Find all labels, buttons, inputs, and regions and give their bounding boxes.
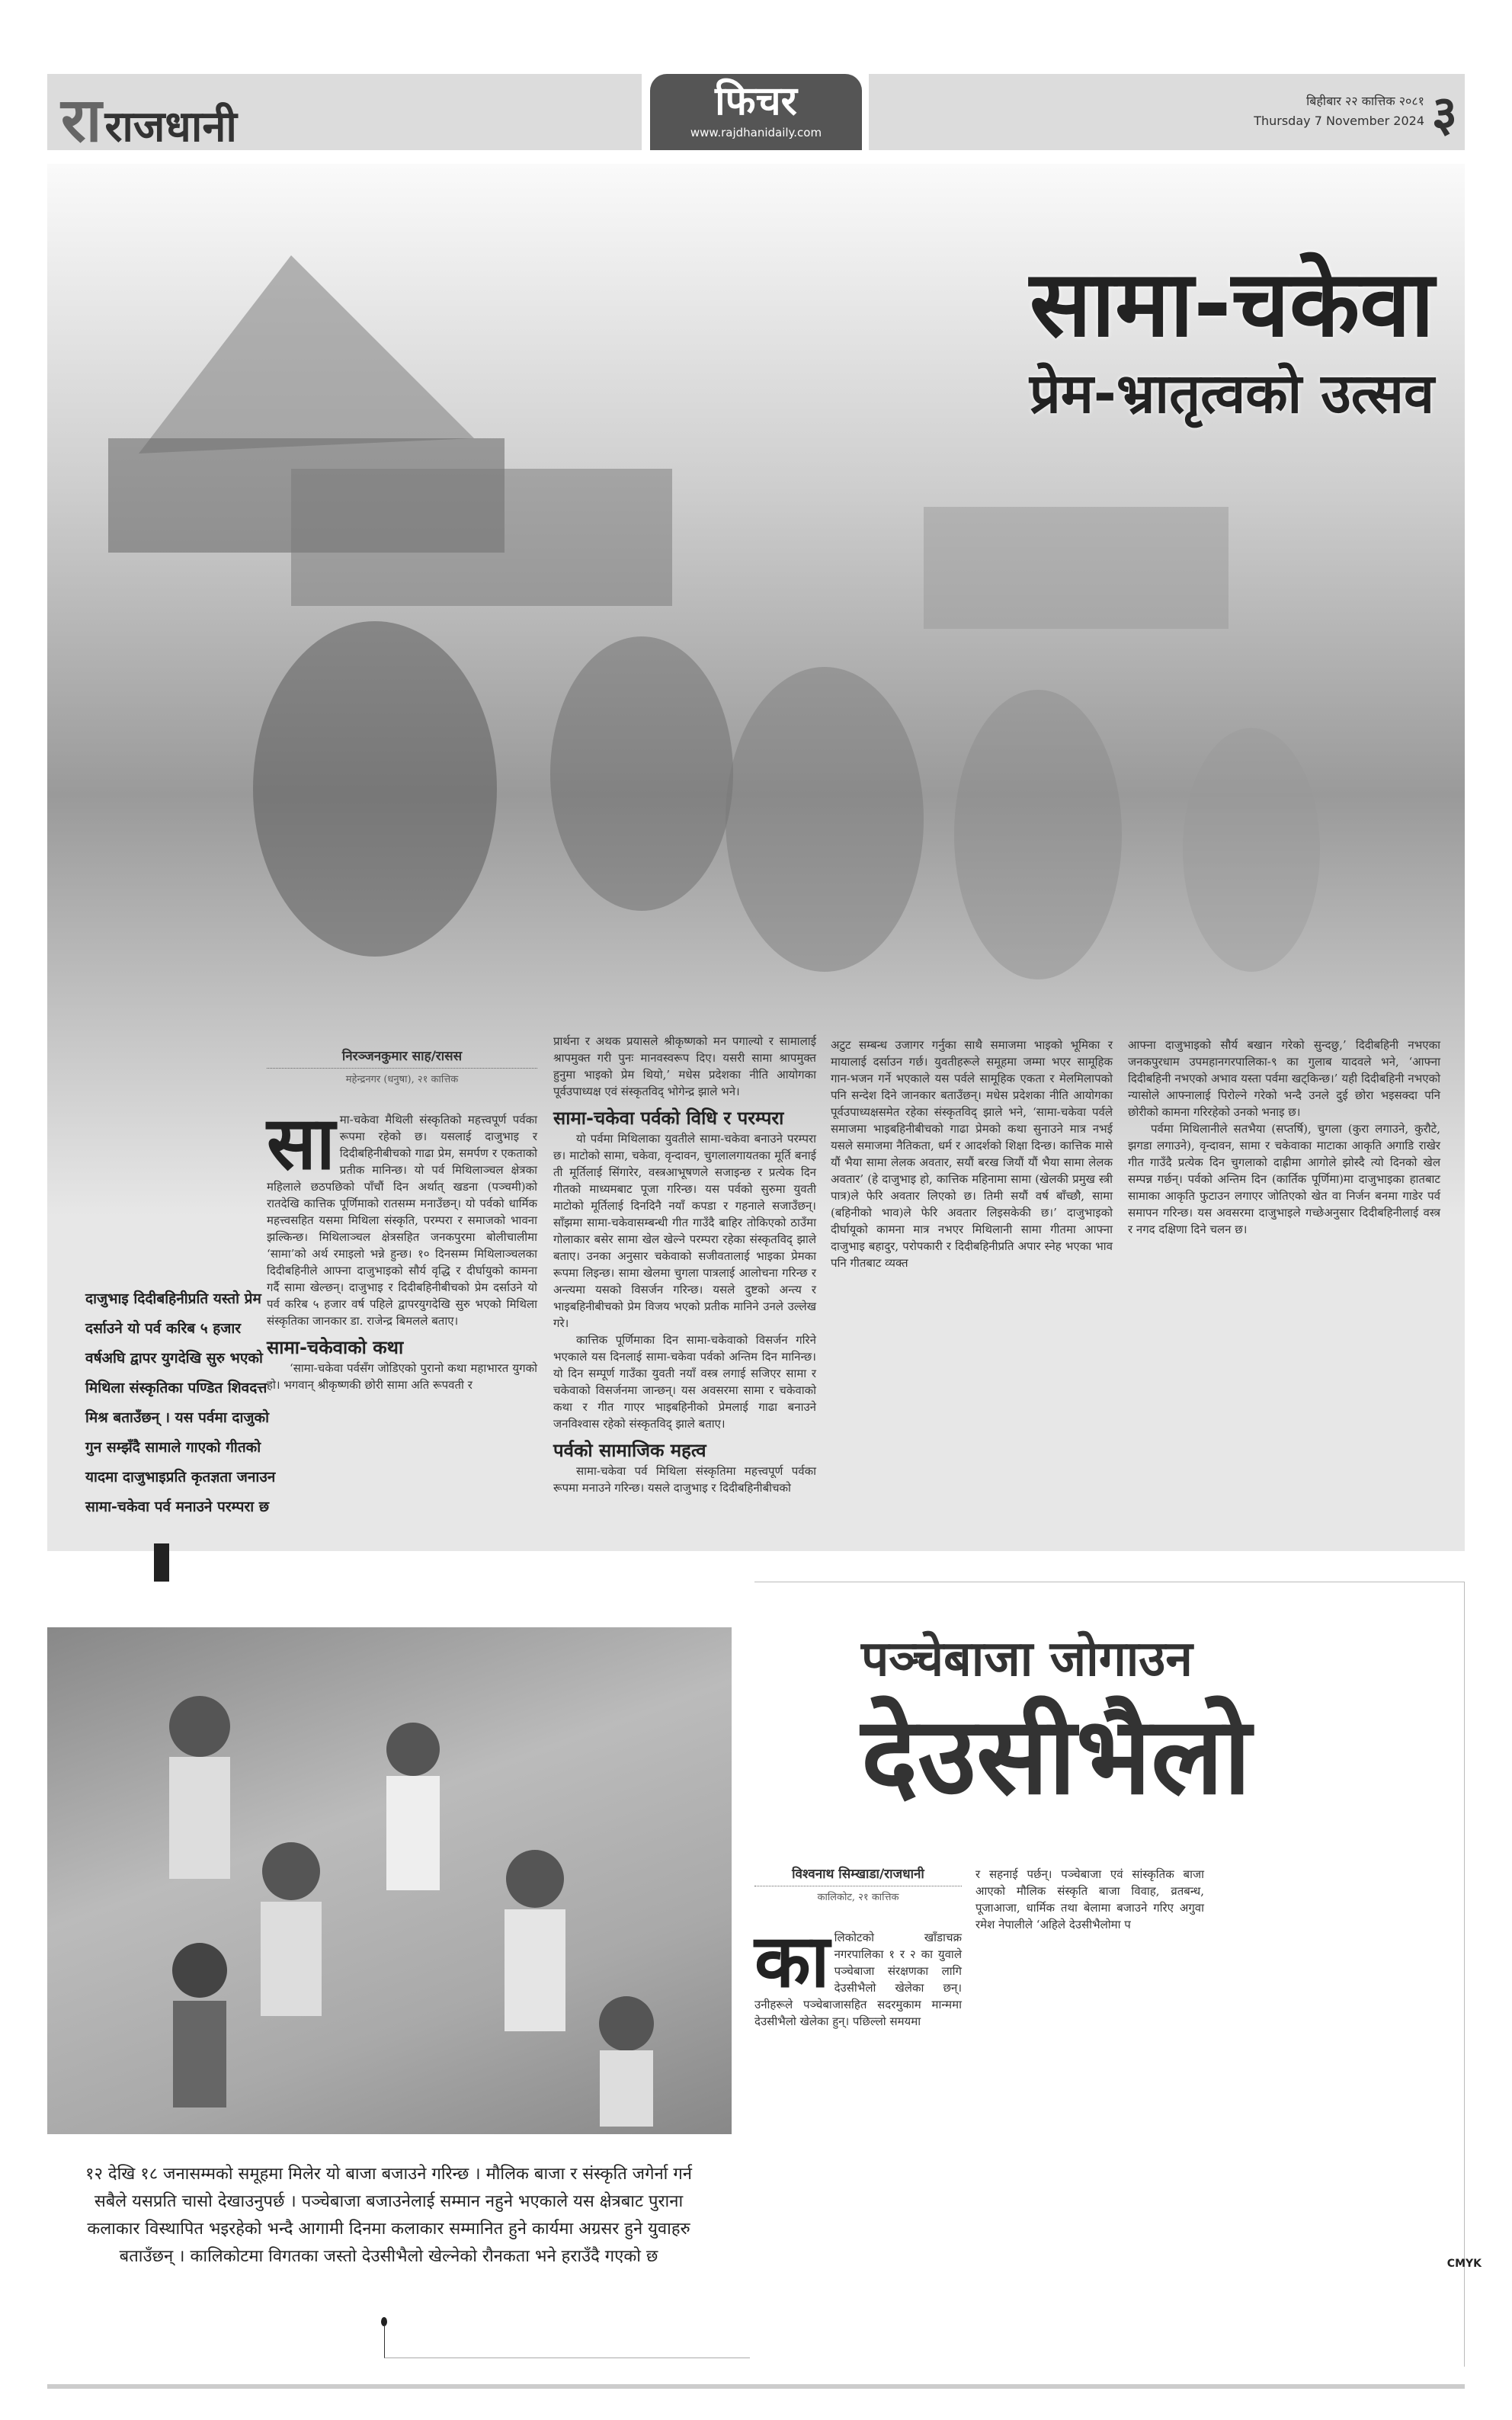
section-label: फिचर bbox=[715, 79, 797, 124]
drop-cap: का bbox=[754, 1918, 830, 2004]
byline: विश्वनाथ सिम्खाडा/राजधानी bbox=[754, 1866, 962, 1886]
column-1: निरञ्जनकुमार साह/रासस महेन्द्रनगर (धनुषा), २१ कात्तिक सामा-चकेवा मैथिली संस्कृतिको महत्त्वपूर्ण पर्वका रूपमा रहेको छ। यसलाई दाजुभाइ र दिदीबहिनीबीचको गाढा प्रेम, समर्पण र एकताको प्रतीक मानिन्छ। यो पर्व मिथिलाञ्चल क्षेत्रका महिलाले छठपछिको पाँचौं दिन अर्थात् खडना (पञ्चमी)को रातदेखि कात्तिक पूर्णिमाको रातसम्म मनाउँछन्। यो पर्वको धार्मिक महत्त्वसहित यसमा मिथिला संस्कृति, परम्परा र समाजको भावना झल्किन्छ। मिथिलाञ्चल क्षेत्रसहित जनकपुरमा बोलीचालीमा ‘सामा’को अर्थ रमाइलो भन्ने हुन्छ। १० दिनसम्म मिथिलाञ्चलका दिदीबहिनीले आफ्ना दाजुभाइको सौर्य वृद्धि र दीर्घायुको कामना गर्दै सामा खेल्छन्। दाजुभाइ र दिदीबहिनीबीचको प्रेम दर्साउने यो पर्व करिब ५ हजार वर्ष पहिले द्वापरयुगदेखि सुरु भएको मिथिला संस्कृतिका जानकार डा. राजेन्द्र बिमलले बताए। सामा-चकेवाको कथा ‘सामा-चकेवा पर्वसँग जोडिएको पुरानो कथा महाभारत युगको हो। भगवान् श्रीकृष्णकी छोरी सामा अति रूपवती र bbox=[267, 1049, 537, 1392]
panchebaja-photo bbox=[47, 1627, 732, 2134]
drop-cap: सा bbox=[267, 1101, 335, 1186]
headline: सामा-चकेवा bbox=[1029, 252, 1434, 357]
pull-quote: दाजुभाइ दिदीबहिनीप्रति यस्तो प्रेम दर्साउने यो पर्व करिब ५ हजार वर्षअघि द्वापर युगदेखि सुरु भएको मिथिला संस्कृतिका पण्डित शिवदत्त मिश्र बताउँछन् । यस पर्वमा दाजुको गुन सम्झँदै सामाले गाएको गीतको यादमा दाजुभाइप्रति कृतज्ञता जनाउन सामा-चकेवा पर्व मनाउने परम्परा छ bbox=[85, 1290, 276, 1515]
caption-line bbox=[384, 2325, 750, 2358]
issue-date: बिहीबार २२ कात्तिक २०८१ Thursday 7 November 2024 bbox=[1254, 94, 1424, 128]
article2-column-2: र सहनाई पर्छन्। पञ्चेबाजा एवं सांस्कृतिक बाजा आएको मौलिक संस्कृति बाजा विवाह, व्रतबन्ध, पूजाआजा, धार्मिक तथा बेलामा बजाउने गरिए अगुवा रमेश नेपालीले ‘अहिले देउसीभैलोमा प bbox=[975, 1867, 1204, 1931]
photo-caption: १२ देखि १८ जनासम्मको समूहमा मिलेर यो बाजा बजाउने गरिन्छ । मौलिक बाजा र संस्कृति जगेर्ना गर्न सबैले यसप्रति चासो देखाउनुपर्छ । पञ्चेबाजा बजाउनेलाई सम्मान नहुने भएकाले यस क्षेत्रबाट पुराना कलाकार विस्थापित भइरहेको भन्दै आगामी दिनमा कलाकार सम्मानित हुने कार्यमा अग्रसर हुने युवाहरु बताउँछन् । कालिकोटमा विगतका जस्तो देउसीभैलो खेल्नेको रौनकता भने हराउँदै गएको छ bbox=[85, 2165, 692, 2266]
headline-top: पञ्चेबाजा जोगाउन bbox=[861, 1631, 1193, 1688]
photo-illustration bbox=[47, 1627, 732, 2134]
column-3: अटुट सम्बन्ध उजागर गर्नुका साथै समाजमा भाइको भूमिका र मायालाई दर्साउन गर्छ। युवतीहरूले समूहमा जम्मा भएर सामूहिक गान-भजन गर्ने भएकाले यस पर्वले सामूहिक एकता र मेलमिलापको पनि सन्देश दिने जानकार बताउँछन्। मधेस प्रदेशका नीति आयोगका पूर्वउपाध्यक्षसमेत रहेका संस्कृतविद् झाले भने, ‘सामा-चकेवा पर्वले समाजमा भाइबहिनीबीचको गाढा प्रेमको कथा सुनाउने मात्र नभई यसले समाजमा नैतिकता, धर्म र आदर्शको शिक्षा दिन्छ। कात्तिक मासे यौं भैया सामा लेलक अवतार, सयौं बरख जियौं यौं भैया सामा लेलक अवतार’ (हे दाजुभाइ हो, कात्तिक महिनामा सामा (खेलकी प्रमुख स्त्री पात्र)ले फेरि अवतार लिएको छ। तिमी सयौं वर्ष बाँच्छौ, सामा (बहिनीको भाव)ले फेरि अवतार लिइसकेकी छ।’ दाजुभाइको दीर्घायूको कामना मात्र नभएर मिथिलानी सामा गीतमा आफ्ना दाजुभाइ बहादुर, परोपकारी र दिदीबहिनीप्रति अपार स्नेह भएका भाव पनि गीतबाट व्यक्त bbox=[831, 1038, 1113, 1270]
article2-column-1: विश्वनाथ सिम्खाडा/राजधानी कालिकोट, २१ कात्तिक कालिकोटको खाँडाचक्र नगरपालिका १ र २ का युवाले पञ्चेबाजा संरक्षणका लागि देउसीभैलो खेलेका छन्। उनीहरूले पञ्चेबाजासहित सदरमुकाम मान्ममा देउसीभैलो खेलेका हुन्। पछिल्लो समयमा bbox=[754, 1867, 962, 2028]
feature-article-sama-chakeva bbox=[47, 164, 1465, 1551]
column-2: प्रार्थना र अथक प्रयासले श्रीकृष्णको मन पगाल्यो र सामालाई श्रापमुक्त गरी पुनः मानवस्वरूप दिए। यसरी सामा श्रापमुक्त हुनुमा भाइको प्रेम थियो,’ मधेस प्रदेशका नीति आयोगका पूर्वउपाध्यक्ष एवं संस्कृतविद् भोगेन्द्र झाले भने। सामा-चकेवा पर्वको विधि र परम्परा यो पर्वमा मिथिलाका युवतीले सामा-चकेवा बनाउने परम्परा छ। माटोको सामा, चकेवा, वृन्दावन, चुगलालगायतका मूर्ति बनाई ती मूर्तिलाई सिंगारेर, वस्त्रआभूषणले सजाइन्छ र प्रत्येक दिन गीतको माध्यमबाट पूजा गरिन्छ। यस पर्वको सुरुमा युवती माटोको मूर्तिलाई दिनदिनै नयाँ कपडा र गहनाले सजाउँछन्। साँझमा सामा-चकेवासम्बन्धी गीत गाउँदै बाहिर तोकिएको ठाउँमा गोलाकार बसेर सामा खेल खेल्ने परम्परा रहेका संस्कृतविद् झाले बताए। उनका अनुसार चकेवाको सजीवतालाई भाइका प्रेमका रूपमा लिइन्छ। सामा खेलमा चुगला पात्रलाई आलोचना गरिन्छ र अन्त्यमा यसको विसर्जन गरिन्छ। यसले दुष्टको अन्त्य र भाइबहिनीबीचको प्रेम विजय भएको प्रतीक मानिने उनले उल्लेख गरे। कात्तिक पूर्णिमाका दिन सामा-चकेवाको विसर्जन गरिने भएकाले यस दिनलाई सामा-चकेवा पर्वको अन्तिम दिन मानिन्छ। यो दिन सम्पूर्ण गाउँका युवती नयाँ वस्त्र लगाई सजिएर सामा र चकेवाको विसर्जनमा जान्छन्। यस अवसरमा सामा र चकेवाको कथा र गीत गाएर भाइबहिनीको प्रेमलाई गाढा बनाउने जनविश्वास रहेको संस्कृतविद् झाले बताए। पर्वको सामाजिक महत्व सामा-चकेवा पर्व मिथिला संस्कृतिमा महत्त्वपूर्ण पर्वका रूपमा मनाउने गरिन्छ। यसले दाजुभाइ र दिदीबहिनीबीचको bbox=[553, 1034, 816, 1495]
cmyk-registration: CMYK bbox=[1446, 2258, 1482, 2270]
quote-mark bbox=[154, 1543, 169, 1582]
dateline: कालिकोट, २१ कात्तिक bbox=[817, 1892, 899, 1903]
subheadline: प्रेम-भ्रातृत्वको उत्सव bbox=[1029, 361, 1434, 425]
byline: निरञ्जनकुमार साह/रासस bbox=[267, 1048, 537, 1069]
headline: देउसीभैलो bbox=[861, 1694, 1251, 1819]
column-4: आफ्ना दाजुभाइको सौर्य बखान गरेको सुन्दछु,’ दिदीबहिनी नभएका जनकपुरधाम उपमहानगरपालिका-९ का गुलाब यादवले भने, ‘आफ्ना दिदीबहिनी नभएको अभाव यस्ता पर्वमा खट्किन्छ।’ यही दिदीबहिनी नभएको न्यासोले आफ्नालाई पिरोल्ने गरेको भन्दै उनले दुई छोरा भइसक्दा पनि छोरीको कामना गरिरहेको उनको भनाइ छ। पर्वमा मिथिलानीले सतभैया (सप्तर्षि), चुगला (कुरा लगाउने, कुरौटे, झगडा लगाउने), वृन्दावन, सामा र चकेवाका माटाका आकृति अगाडि राखेर गीत गाउँदै प्रत्येक दिन चुगलाको दाह्रीमा आगोले झोस्दै त्यो दिनको खेल सम्पन्न गर्छन्। पर्वको अन्तिम दिन (कार्तिक पूर्णिमा)मा दाजुभाइका हातबाट सामाका आकृति फुटाउन लगाएर जोतिएको खेत वा निर्जन बनमा गाडेर पर्व समापन गरिन्छ। यस अवसरमा दाजुभाइले गच्छेअनुसार दिदीबहिनीलाई वस्त्र र नगद दक्षिणा दिने चलन छ। bbox=[1128, 1038, 1440, 1236]
subheading: सामा-चकेवाको कथा bbox=[267, 1337, 404, 1358]
footer-rule bbox=[47, 2384, 1465, 2389]
website-url: www.rajdhanidaily.com bbox=[690, 126, 822, 139]
section-tab bbox=[650, 74, 862, 150]
dateline: महेन्द्रनगर (धनुषा), २१ कात्तिक bbox=[345, 1074, 459, 1085]
page-number: ३ bbox=[1431, 86, 1457, 143]
subheading: सामा-चकेवा पर्वको विधि र परम्परा bbox=[553, 1107, 784, 1129]
newspaper-logo: राराजधानी bbox=[61, 84, 237, 155]
subheading: पर्वको सामाजिक महत्व bbox=[553, 1440, 706, 1461]
